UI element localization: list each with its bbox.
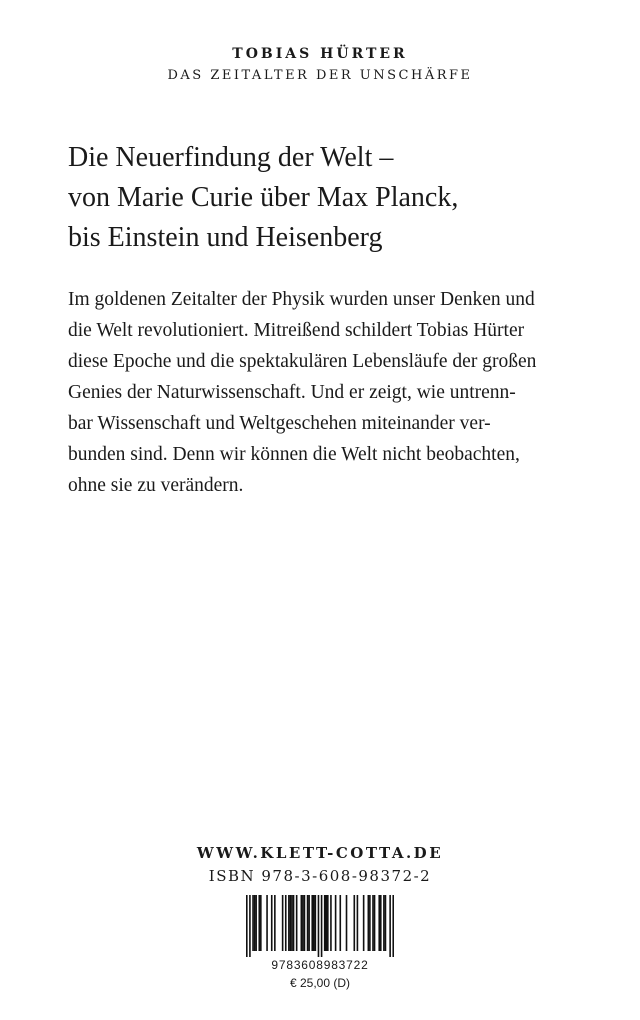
- headline-line: bis Einstein und Heisenberg: [68, 222, 383, 253]
- book-title: DAS ZEITALTER DER UNSCHÄRFE: [167, 68, 473, 83]
- barcode-bar: [372, 895, 374, 951]
- barcode-bar: [353, 895, 355, 951]
- barcode-bar: [315, 895, 317, 951]
- blurb-line: die Welt revolutioniert. Mitreißend schildert Tobias Hürter: [68, 320, 525, 341]
- barcode-bar: [378, 895, 380, 951]
- cover-header: [0, 44, 640, 86]
- barcode-bar: [325, 895, 327, 951]
- barcode-bar: [285, 895, 287, 951]
- barcode-bar: [249, 895, 251, 957]
- blurb-line: Im goldenen Zeitalter der Physik wurden unser Denken und: [68, 289, 535, 310]
- barcode-bar: [357, 895, 359, 951]
- barcode-bar: [274, 895, 276, 951]
- barcode-bar: [346, 895, 348, 951]
- headline-line: von Marie Curie über Max Planck,: [68, 182, 459, 213]
- barcode-bar: [288, 895, 290, 951]
- barcode-bar: [304, 895, 306, 951]
- barcode-bar: [252, 895, 254, 951]
- barcode-bar: [324, 895, 326, 951]
- barcode-bar: [339, 895, 341, 951]
- barcode-bar: [385, 895, 387, 951]
- barcode-bar: [311, 895, 313, 951]
- barcode-bar: [383, 895, 385, 951]
- blurb-text: [68, 284, 588, 501]
- barcode-bar: [271, 895, 273, 951]
- barcode-bar: [363, 895, 365, 951]
- barcode-bar: [302, 895, 304, 951]
- cover-footer: [0, 842, 640, 991]
- barcode-bar: [282, 895, 284, 951]
- barcode-bar: [369, 895, 371, 951]
- barcode-bar: [255, 895, 257, 951]
- author-name: TOBIAS HÜRTER: [232, 46, 408, 62]
- barcode-bar: [368, 895, 370, 951]
- barcode-bar: [246, 895, 248, 957]
- barcode-digits: 9783608983722: [271, 958, 369, 972]
- barcode-bar: [291, 895, 293, 951]
- barcode-bar: [321, 895, 323, 957]
- barcode-bar: [392, 895, 394, 957]
- barcode-bars: [246, 895, 394, 957]
- barcode-bar: [296, 895, 298, 951]
- barcode-bar: [258, 895, 260, 951]
- blurb-line: ohne sie zu verändern.: [68, 475, 244, 496]
- barcode-bar: [301, 895, 303, 951]
- barcode-bar: [380, 895, 382, 951]
- barcode-bar: [293, 895, 295, 951]
- headline-line: Die Neuerfindung der Welt –: [68, 142, 394, 173]
- barcode-bar: [266, 895, 268, 951]
- barcode-bar: [308, 895, 310, 951]
- barcode-bar: [260, 895, 262, 951]
- isbn: ISBN 978-3-608-98372-2: [208, 867, 432, 885]
- price: € 25,00 (D): [289, 976, 351, 990]
- publisher-website: WWW.KLETT-COTTA.DE: [196, 844, 444, 862]
- blurb-line: Genies der Naturwissenschaft. Und er zeigt, wie untrenn-: [68, 382, 516, 403]
- barcode-bar: [318, 895, 320, 957]
- barcode-bar: [290, 895, 292, 951]
- barcode-bar: [313, 895, 315, 951]
- blurb-line: diese Epoche und die spektakulären Lebensläufe der großen: [68, 351, 537, 372]
- barcode-bar: [307, 895, 309, 951]
- barcode-bar: [389, 895, 391, 957]
- barcode-bar: [374, 895, 376, 951]
- barcode-bar: [330, 895, 332, 951]
- barcode-bar: [254, 895, 256, 951]
- headline: [68, 138, 588, 258]
- barcode-bar: [327, 895, 329, 951]
- blurb-line: bar Wissenschaft und Weltgeschehen miteinander ver-: [68, 413, 491, 434]
- blurb-line: bunden sind. Denn wir können die Welt nicht beobachten,: [68, 444, 520, 465]
- barcode: [246, 895, 394, 972]
- barcode-bar: [335, 895, 337, 951]
